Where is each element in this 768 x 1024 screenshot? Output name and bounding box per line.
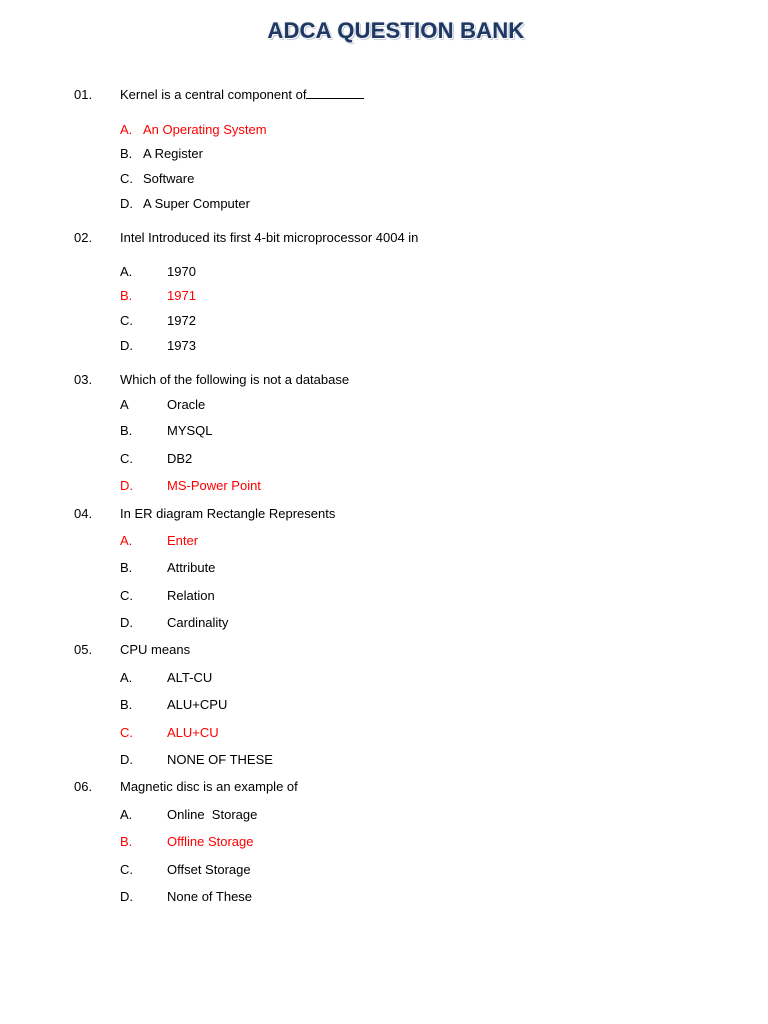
option-text: None of These xyxy=(167,889,253,904)
question-text: Kernel is a central component of xyxy=(120,87,364,103)
option-letter: B. xyxy=(120,834,133,849)
option-letter: B. xyxy=(120,423,133,438)
option-letter: C. xyxy=(120,862,133,877)
option-letter: B. xyxy=(120,697,133,712)
option-text: 1973 xyxy=(167,338,196,353)
option-letter: C. xyxy=(120,171,133,186)
option-text: MS-Power Point xyxy=(167,478,261,493)
option-text: Software xyxy=(143,171,195,186)
option-text: Oracle xyxy=(167,397,206,412)
option-letter: C. xyxy=(120,725,133,740)
option-letter: C. xyxy=(120,451,133,466)
question-text: Intel Introduced its first 4-bit microprocessor 4004 in xyxy=(120,230,419,245)
question-text: CPU means xyxy=(120,642,191,657)
question-text: Magnetic disc is an example of xyxy=(120,779,298,794)
option-letter: C. xyxy=(120,313,133,328)
option-text: DB2 xyxy=(167,451,193,466)
answer-blank xyxy=(306,87,364,99)
option-text: NONE OF THESE xyxy=(167,752,273,767)
option-text: 1970 xyxy=(167,264,196,279)
option-text: 1971 xyxy=(167,288,196,303)
option-text: Offline Storage xyxy=(167,834,254,849)
question-number: 02. xyxy=(74,230,93,245)
option-text: ALU+CU xyxy=(167,725,219,740)
option-letter: A. xyxy=(120,670,133,685)
option-letter: D. xyxy=(120,338,133,353)
option-text: Relation xyxy=(167,588,215,603)
question-number: 04. xyxy=(74,506,93,521)
option-letter: A. xyxy=(120,807,133,822)
option-text: Attribute xyxy=(167,560,216,575)
option-text: ALT-CU xyxy=(167,670,213,685)
question-number: 06. xyxy=(74,779,93,794)
option-letter: A. xyxy=(120,533,133,548)
question-text: In ER diagram Rectangle Represents xyxy=(120,506,336,521)
option-letter: A. xyxy=(120,122,133,137)
option-letter: D. xyxy=(120,196,133,211)
option-letter: D. xyxy=(120,478,133,493)
option-letter: B. xyxy=(120,146,133,161)
option-text: A Register xyxy=(143,146,203,161)
page-title: ADCA QUESTION BANK xyxy=(267,18,525,43)
option-text: Enter xyxy=(167,533,199,548)
option-letter: A xyxy=(120,397,129,412)
option-letter: D. xyxy=(120,615,133,630)
option-text: An Operating System xyxy=(143,122,267,137)
option-text: MYSQL xyxy=(167,423,213,438)
question-number: 05. xyxy=(74,642,93,657)
question-number: 01. xyxy=(74,87,93,102)
question-text: Which of the following is not a database xyxy=(120,372,350,387)
option-text: Offset Storage xyxy=(167,862,251,877)
option-letter: B. xyxy=(120,560,133,575)
option-letter: D. xyxy=(120,752,133,767)
option-text: Online Storage xyxy=(167,807,258,822)
option-text: 1972 xyxy=(167,313,196,328)
option-text: A Super Computer xyxy=(143,196,250,211)
question-number: 03. xyxy=(74,372,93,387)
option-letter: B. xyxy=(120,288,133,303)
option-letter: A. xyxy=(120,264,133,279)
option-letter: D. xyxy=(120,889,133,904)
option-text: ALU+CPU xyxy=(167,697,228,712)
option-letter: C. xyxy=(120,588,133,603)
option-text: Cardinality xyxy=(167,615,229,630)
